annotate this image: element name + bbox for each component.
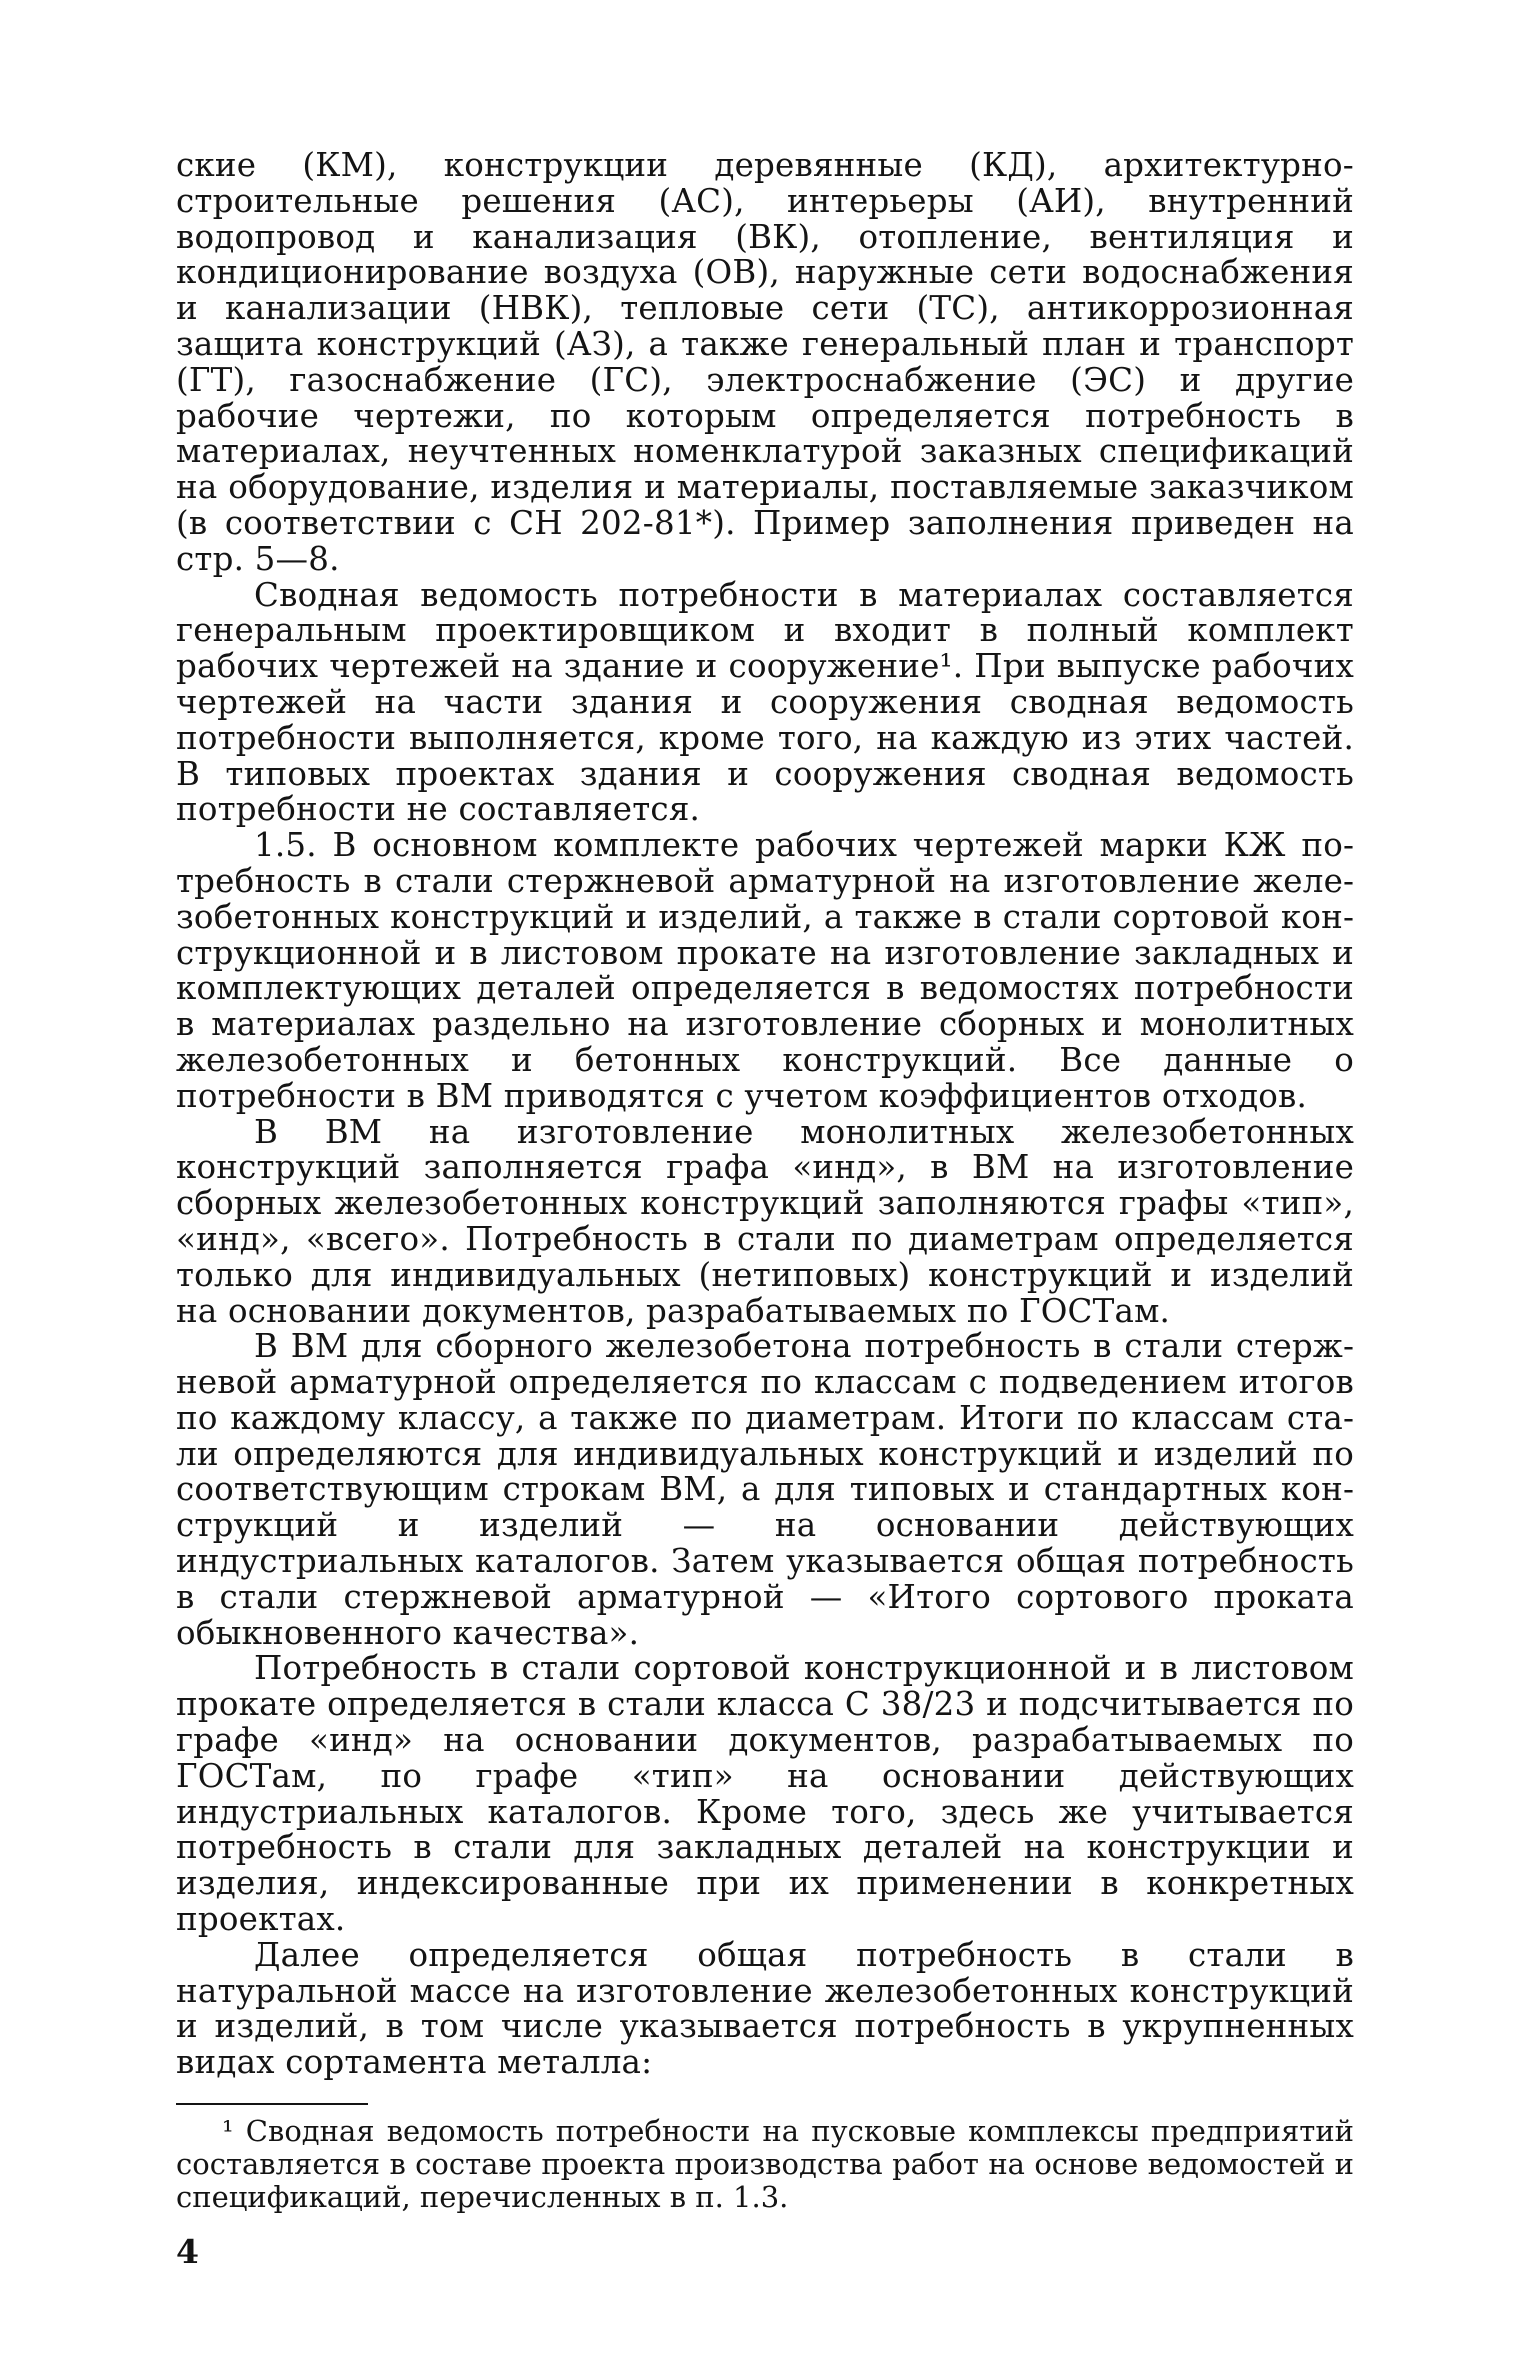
paragraph-monolithic: В ВМ на изготовление монолитных железобетонных конструкций заполняется графа «инд», в ВМ на изготовление сборных железобетонных конструкций заполняются графы «тип», «инд», «всего». Потребность в стали по диаметрам определяется только для индивидуальных (нетиповых) конструкций и изделий на основании документов, разрабатываемых по ГОСТам. <box>176 1112 1354 1330</box>
paragraph-section-1-5: 1.5. В основном комплекте рабочих чертежей марки КЖ потребность в стали стержневой арматурной на изготовление железобетонных конструкций и изделий, а также в стали сортовой конструкционной и в листовом прокате на изготовление закладных и комплектующих деталей определяется в ведомостях потребности в материалах раздельно на изготовление сборных и монолитных железобетонных и бетонных конструкций. Все данные о потребности в ВМ приводятся с учетом коэффициентов отходов. <box>176 826 1354 1115</box>
paragraph-precast: В ВМ для сборного железобетона потребность в стали стержневой арматурной определяется по классам с подведением итогов по каждому классу, а также по диаметрам. Итоги по классам стали определяются для индивидуальных конструкций и изделий по соответствующим строкам ВМ, а для типовых и стандартных конструкций и изделий — на основании действующих индустриальных каталогов. Затем указывается общая потребность в стали стержневой арматурной — «Итого сортового проката обыкновенного качества». <box>176 1327 1354 1652</box>
paragraph-structural-steel: Потребность в стали сортовой конструкционной и в листовом прокате определяется в стали класса С 38/23 и подсчитывается по графе «инд» на основании документов, разрабатываемых по ГОСТам, по графе «тип» на основании действующих индустриальных каталогов. Кроме того, здесь же учитывается потребность в стали для закладных деталей на конструкции и изделия, индексированные при их применении в конкретных проектах. <box>176 1649 1354 1939</box>
paragraph-total-demand: Далее определяется общая потребность в стали в натуральной массе на изготовление железобетонных конструкций и изделий, в том числе указывается потребность в укрупненных видах сортамента металла: <box>176 1935 1354 2082</box>
footnote: ¹ Сводная ведомость потребности на пусковые комплексы предприятий составляется в составе проекта производства работ на основе ведомостей и спецификаций, перечисленных в п. 1.3. <box>176 2114 1354 2215</box>
footnote-divider <box>176 2103 368 2105</box>
page-number: 4 <box>176 2232 199 2271</box>
paragraph-summary-statement: Сводная ведомость потребности в материалах составляется генеральным проектировщиком и входит в полный комплект рабочих чертежей на здание и сооружение¹. При выпуске рабочих чертежей на части здания и сооружения сводная ведомость потребности выполняется, кроме того, на каждую из этих частей. В типовых проектах здания и сооружения сводная ведомость потребности не составляется. <box>176 575 1354 829</box>
paragraph-continuation: ские (КМ), конструкции деревянные (КД), архитектурно-строительные решения (АС), интерьеры (АИ), внутренний водопровод и канализация (ВК), отопление, вентиляция и кондиционирование воздуха (ОВ), наружные сети водоснабжения и канализации (НВК), тепловые сети (ТС), антикоррозионная защита конструкций (АЗ), а также генеральный план и транспорт (ГТ), газоснабжение (ГС), электроснабжение (ЭС) и другие рабочие чертежи, по которым определяется потребность в материалах, неучтенных номенклатурой заказных спецификаций на оборудование, изделия и материалы, поставляемые заказчиком (в соответствии с СН 202-81*). Пример заполнения приведен на стр. 5—8. <box>176 146 1354 578</box>
body-text <box>176 148 1354 2081</box>
